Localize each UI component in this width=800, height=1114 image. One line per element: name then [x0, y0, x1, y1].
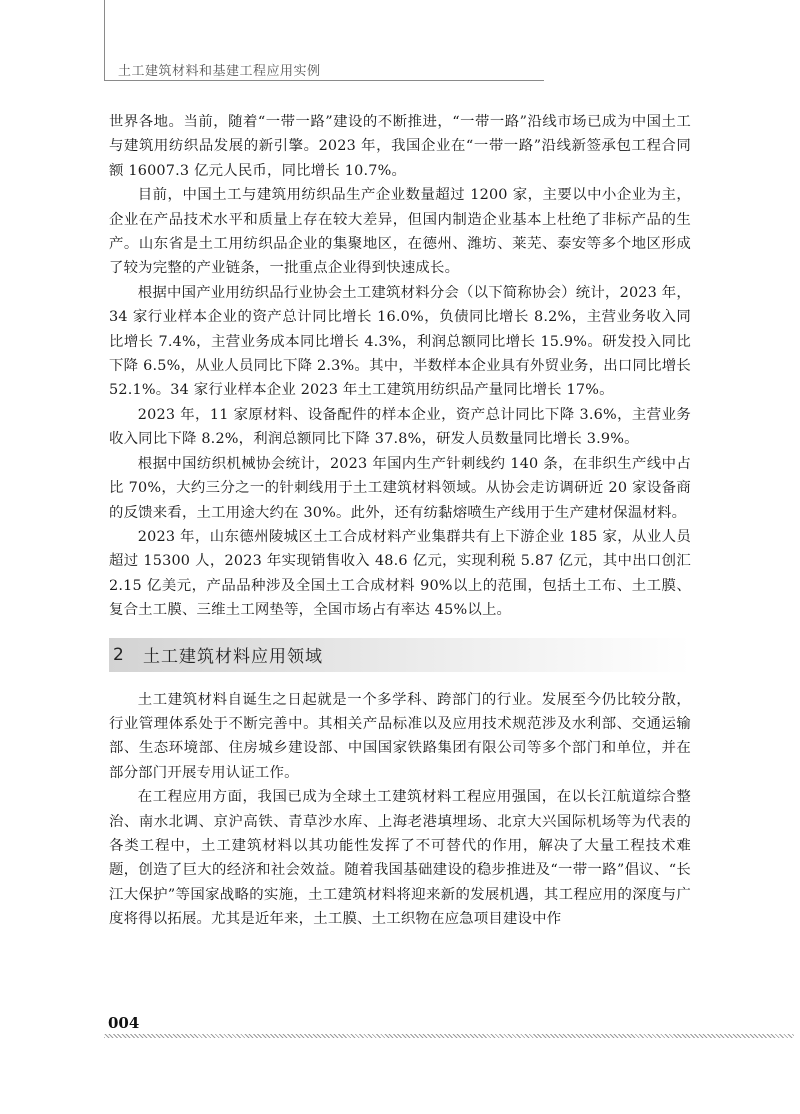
- footer-rule: [104, 1034, 794, 1038]
- body-text: [109, 110, 691, 932]
- section-number: 2: [113, 644, 124, 665]
- header-horizontal-rule: [104, 80, 544, 81]
- paragraph-continued: 世界各地。当前，随着“一带一路”建设的不断推进，“一带一路”沿线市场已成为中国土工与建筑用纺织品发展的新引擎。2023 年，我国企业在“一带一路”沿线新签承包工程合同额 16007.3 亿元人民币，同比增长 10.7%。: [109, 114, 691, 179]
- section-heading: [109, 638, 691, 672]
- paragraph: 在工程应用方面，我国已成为全球土工建筑材料工程应用强国，在以长江航道综合整治、南水北调、京沪高铁、青草沙水库、上海老港填埋场、北京大兴国际机场等为代表的各类工程中，土工建筑材料以其功能性发挥了不可替代的作用，解决了大量工程技术难题，创造了巨大的经济和社会效益。随着我国基础建设的稳步推进及“一带一路”倡议、“长江大保护”等国家战略的实施，土工建筑材料将迎来新的发展机遇，其工程应用的深度与广度将得以拓展。尤其是近年来，土工膜、土工织物在应急项目建设中作: [109, 789, 691, 928]
- header-vertical-rule: [104, 0, 105, 80]
- running-title: 土工建筑材料和基建工程应用实例: [118, 64, 321, 79]
- paragraph: 目前，中国土工与建筑用纺织品生产企业数量超过 1200 家，主要以中小企业为主，企业在产品技术水平和质量上存在较大差异，但国内制造企业基本上杜绝了非标产品的生产。山东省是土工用纺织品企业的集聚地区，在德州、潍坊、莱芜、泰安等多个地区形成了较为完整的产业链条，一批重点企业得到快速成长。: [109, 187, 691, 277]
- paragraph: 根据中国纺织机械协会统计，2023 年国内生产针刺线约 140 条，在非织生产线中占比 70%，大约三分之一的针刺线用于土工建筑材料领域。从协会走访调研近 20 家设备商的反馈来看，土工用途大约在 30%。此外，还有纺黏熔喷生产线用于生产建材保温材料。: [109, 455, 691, 521]
- paragraph: 土工建筑材料自诞生之日起就是一个多学科、跨部门的行业。发展至今仍比较分散，行业管理体系处于不断完善中。其相关产品标准以及应用技术规范涉及水利部、交通运输部、生态环境部、住房城乡建设部、中国国家铁路集团有限公司等多个部门和单位，并在部分部门开展专用认证工作。: [109, 691, 691, 781]
- paragraph: 2023 年，山东德州陵城区土工合成材料产业集群共有上下游企业 185 家，从业人员超过 15300 人，2023 年实现销售收入 48.6 亿元，实现利税 5.87 亿元，其中出口创汇 2.15 亿美元，产品品种涉及全国土工合成材料 90%以上的范围，包括土工布、土工膜、复合土工膜、三维土工网垫等，全国市场占有率达 45%以上。: [109, 528, 691, 619]
- page-number: 004: [108, 1014, 140, 1032]
- paragraph: 2023 年，11 家原材料、设备配件的样本企业，资产总计同比下降 3.6%，主营业务收入同比下降 8.2%，利润总额同比下降 37.8%，研发人员数量同比增长 3.9%。: [109, 406, 691, 448]
- section-title: 土工建筑材料应用领域: [143, 647, 323, 668]
- paragraph: 根据中国产业用纺织品行业协会土工建筑材料分会（以下简称协会）统计，2023 年，34 家行业样本企业的资产总计同比增长 16.0%，负债同比增长 8.2%，主营业务收入同比增长 7.4%，主营业务成本同比增长 4.3%，利润总额同比增长 15.9%。研发投入同比下降 6.5%，从业人员同比下降 2.3%。其中，半数样本企业具有外贸业务，出口同比增长 52.1%。34 家行业样本企业 2023 年土工建筑用纺织品产量同比增长 17%。: [109, 284, 691, 399]
